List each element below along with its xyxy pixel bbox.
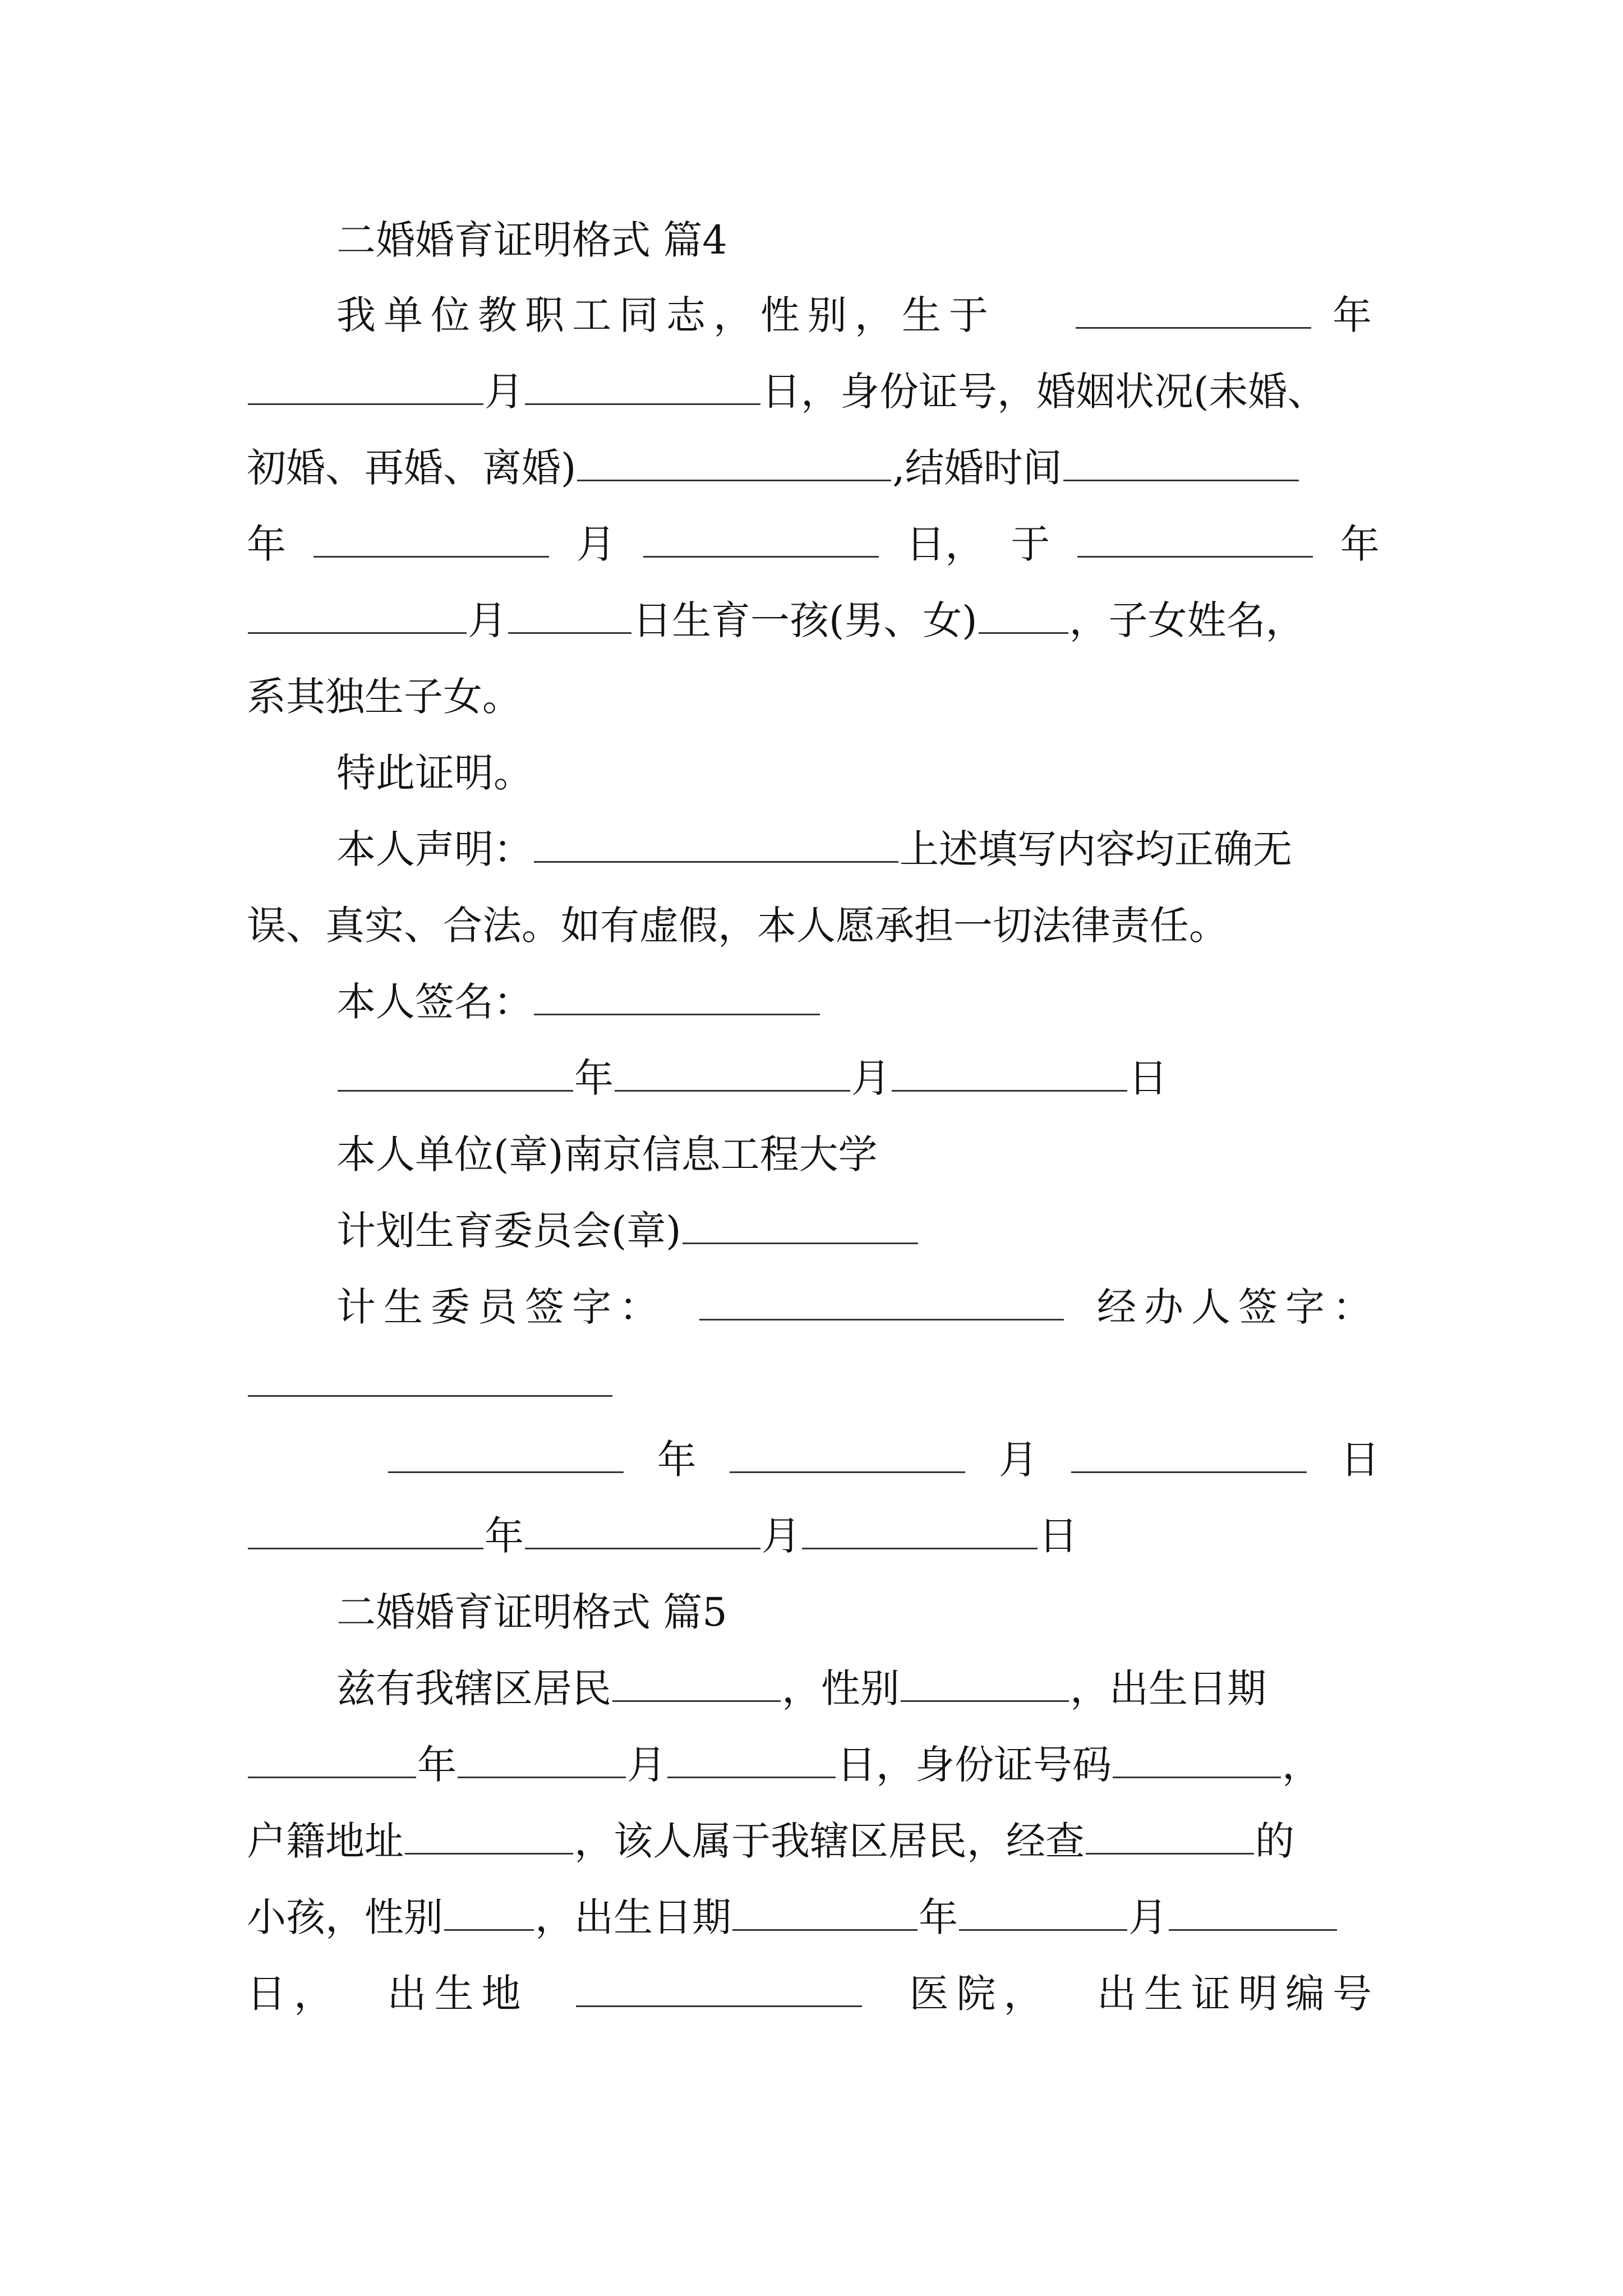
section-title-4: 二婚婚育证明格式 篇4 bbox=[336, 217, 727, 263]
blank-field[interactable] bbox=[1076, 288, 1311, 329]
text: 月 bbox=[1128, 1894, 1168, 1940]
text: 日，身份证号码 bbox=[837, 1742, 1112, 1788]
year-field[interactable] bbox=[338, 1051, 573, 1092]
blank-field[interactable] bbox=[534, 822, 898, 863]
signature-field[interactable] bbox=[248, 1356, 612, 1397]
paragraph-4-line-2 bbox=[247, 364, 1380, 420]
text: 日，身份证号，婚姻状况(未婚、 bbox=[762, 369, 1327, 415]
text: 年 bbox=[1332, 292, 1380, 338]
text: 经办人签字： bbox=[1097, 1284, 1380, 1330]
text: 出生地 bbox=[387, 1971, 529, 2017]
blank-field[interactable] bbox=[643, 517, 879, 558]
blank-field[interactable] bbox=[1169, 1890, 1337, 1931]
blank-field[interactable] bbox=[1086, 1814, 1254, 1855]
blank-field[interactable] bbox=[508, 593, 631, 634]
text: 初婚、再婚、离婚) bbox=[247, 445, 577, 491]
text: 月 bbox=[998, 1437, 1038, 1483]
year-field[interactable] bbox=[248, 1508, 483, 1549]
text: 户籍地址 bbox=[247, 1818, 404, 1864]
text: 年 bbox=[485, 1513, 524, 1559]
signatures-line-2 bbox=[247, 1355, 1380, 1411]
text: 出生证明编号 bbox=[1097, 1971, 1380, 2017]
paragraph-5-line-2 bbox=[247, 1737, 1380, 1793]
text: ，出生日期 bbox=[535, 1894, 731, 1940]
month-field[interactable] bbox=[730, 1432, 965, 1473]
text: 年 bbox=[574, 1055, 614, 1101]
signature-line bbox=[336, 974, 1380, 1030]
blank-field[interactable] bbox=[248, 593, 467, 634]
day-field[interactable] bbox=[892, 1051, 1127, 1092]
blank-field[interactable] bbox=[683, 1203, 918, 1244]
text: 我单位教职工同志，性别，生于 bbox=[336, 292, 996, 338]
paragraph-4-line-4 bbox=[247, 516, 1380, 572]
text: 日生育一孩(男、女) bbox=[633, 597, 978, 643]
text: 本人签名： bbox=[336, 979, 533, 1025]
text: 于 bbox=[1011, 521, 1050, 567]
text: 本人声明： bbox=[336, 826, 533, 872]
text: 月 bbox=[468, 597, 507, 643]
paragraph-4-line-3 bbox=[247, 440, 1380, 496]
text: 上述填写内容均正确无 bbox=[900, 826, 1292, 872]
text: 年 bbox=[247, 521, 286, 567]
day-field[interactable] bbox=[1071, 1432, 1307, 1473]
text: 年 bbox=[919, 1894, 958, 1940]
signatures-line bbox=[336, 1279, 1380, 1335]
blank-field[interactable] bbox=[901, 1661, 1069, 1702]
text: ，该人属于我辖区居民，经查 bbox=[574, 1818, 1085, 1864]
blank-field[interactable] bbox=[444, 1890, 534, 1931]
blank-field[interactable] bbox=[959, 1890, 1127, 1931]
day-field[interactable] bbox=[802, 1508, 1038, 1549]
paragraph-4-line-5 bbox=[247, 592, 1380, 648]
text: ，出生日期 bbox=[1070, 1665, 1266, 1711]
text: 小孩，性别 bbox=[247, 1894, 443, 1940]
blank-field[interactable] bbox=[525, 364, 760, 405]
text: 月 bbox=[485, 369, 524, 415]
month-field[interactable] bbox=[615, 1051, 850, 1092]
date-line-3 bbox=[247, 1508, 1380, 1564]
declaration-line-1 bbox=[336, 821, 1380, 877]
text: ，性别 bbox=[782, 1665, 900, 1711]
text: 日 bbox=[1128, 1055, 1168, 1101]
paragraph-4-line-1 bbox=[336, 287, 1380, 343]
text: 日， bbox=[906, 521, 985, 567]
text: ， bbox=[1282, 1742, 1321, 1788]
text: 月 bbox=[762, 1513, 801, 1559]
blank-field[interactable] bbox=[248, 364, 483, 405]
text: 年 bbox=[1340, 521, 1380, 567]
text: 日 bbox=[1340, 1437, 1380, 1483]
text: 月 bbox=[576, 521, 616, 567]
text: 日， bbox=[247, 1971, 341, 2017]
blank-field[interactable] bbox=[576, 1966, 862, 2007]
blank-field[interactable] bbox=[732, 1890, 917, 1931]
blank-field[interactable] bbox=[612, 1661, 781, 1702]
month-field[interactable] bbox=[525, 1508, 760, 1549]
blank-field[interactable] bbox=[1113, 1737, 1281, 1778]
unit-line: 本人单位(章)南京信息工程大学 bbox=[336, 1131, 878, 1177]
paragraph-4-line-6: 系其独生子女。 bbox=[247, 674, 522, 720]
declaration-line-2: 误、真实、合法。如有虚假，本人愿承担一切法律责任。 bbox=[247, 903, 1228, 949]
date-line-2 bbox=[387, 1432, 1380, 1488]
blank-field[interactable] bbox=[577, 440, 891, 481]
certify-text: 特此证明。 bbox=[336, 750, 533, 796]
section-title-5: 二婚婚育证明格式 篇5 bbox=[336, 1589, 727, 1635]
text: 医院， bbox=[909, 1971, 1051, 2017]
blank-field[interactable] bbox=[1077, 517, 1313, 558]
text: ，子女姓名， bbox=[1069, 597, 1305, 643]
text: 计划生育委员会(章) bbox=[336, 1208, 681, 1254]
text: 计生委员签字： bbox=[336, 1284, 666, 1330]
paragraph-5-line-4 bbox=[247, 1889, 1380, 1945]
blank-field[interactable] bbox=[405, 1814, 573, 1855]
blank-field[interactable] bbox=[667, 1737, 836, 1778]
blank-field[interactable] bbox=[313, 517, 549, 558]
paragraph-5-line-3 bbox=[247, 1813, 1380, 1869]
paragraph-5-line-5 bbox=[247, 1966, 1380, 2022]
blank-field[interactable] bbox=[1063, 440, 1299, 481]
paragraph-5-line-1 bbox=[336, 1660, 1380, 1717]
date-line-1 bbox=[336, 1050, 1380, 1106]
signature-field[interactable] bbox=[699, 1280, 1064, 1320]
committee-line bbox=[336, 1203, 1380, 1259]
text: 月 bbox=[851, 1055, 891, 1101]
blank-field[interactable] bbox=[979, 593, 1068, 634]
blank-field[interactable] bbox=[248, 1737, 416, 1778]
text: 兹有我辖区居民 bbox=[336, 1665, 611, 1711]
year-field[interactable] bbox=[388, 1432, 624, 1473]
text: 日 bbox=[1039, 1513, 1078, 1559]
text: ,结婚时间 bbox=[892, 445, 1062, 491]
text: 年 bbox=[417, 1742, 457, 1788]
blank-field[interactable] bbox=[458, 1737, 626, 1778]
text: 年 bbox=[657, 1437, 697, 1483]
text: 的 bbox=[1255, 1818, 1294, 1864]
text: 月 bbox=[627, 1742, 666, 1788]
signature-field[interactable] bbox=[534, 974, 820, 1015]
